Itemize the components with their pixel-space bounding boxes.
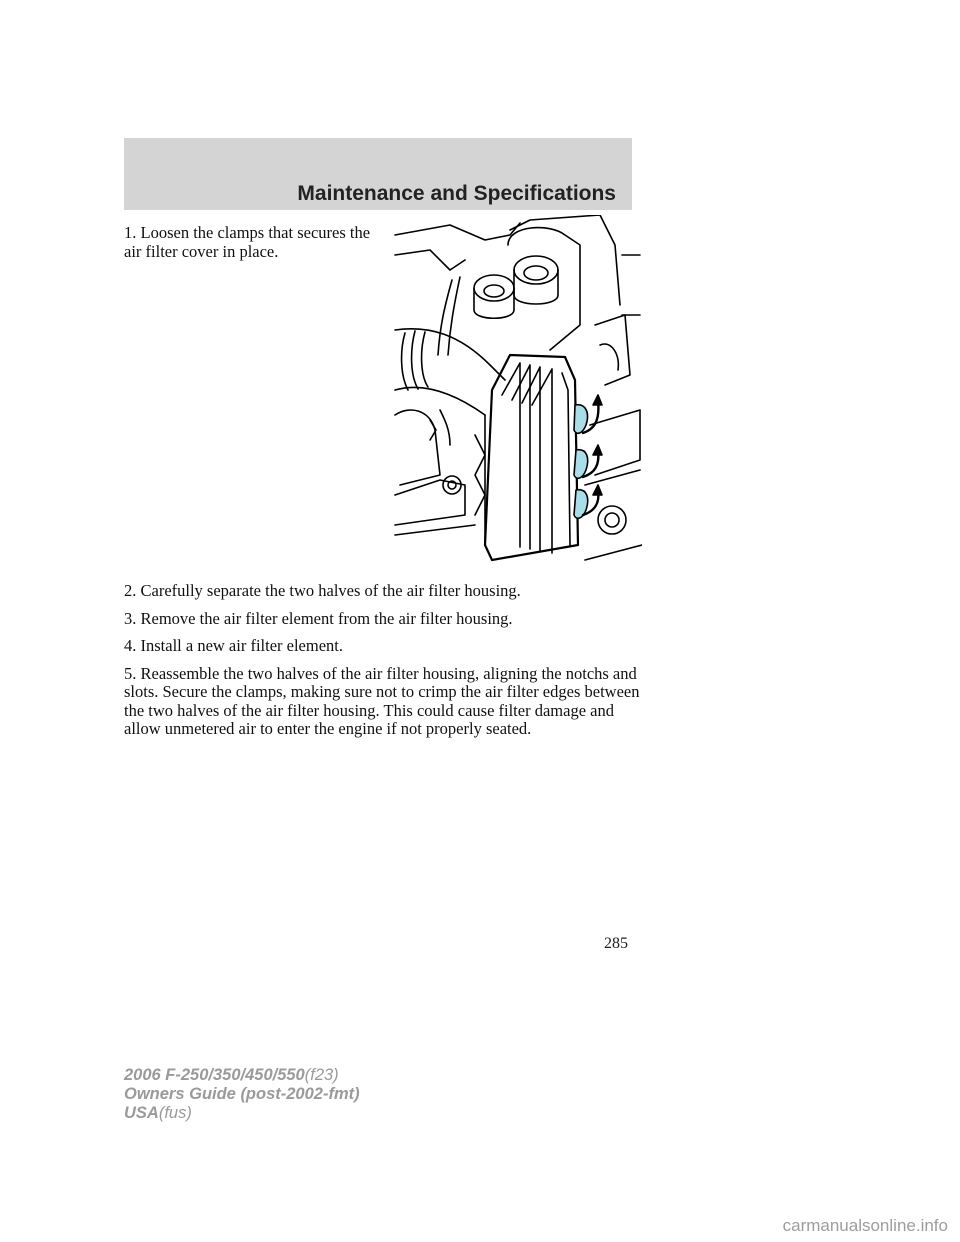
air-filter-housing-illustration bbox=[390, 215, 642, 567]
watermark-link[interactable]: carmanualsonline.info bbox=[782, 1216, 948, 1235]
page-number: 285 bbox=[604, 935, 628, 952]
step-3-text: 3. Remove the air filter element from the air filter housing. bbox=[124, 608, 513, 628]
footer-model-line bbox=[124, 1066, 360, 1085]
footer-guide-line bbox=[124, 1085, 360, 1104]
step-5-text: 5. Reassemble the two halves of the air filter housing, aligning the notchs and slots. Secure the clamps, making sure not to crimp the air filter edges between the two halves of the air filter housing. This could cause filter damage and allow unmetered air to enter the engine if not properly seated. bbox=[124, 663, 640, 738]
footer-region-line bbox=[124, 1104, 360, 1123]
footer-model: 2006 F-250/350/450/550 bbox=[124, 1066, 305, 1084]
footer-guide: Owners Guide (post-2002-fmt) bbox=[124, 1085, 360, 1103]
footer-region-code: (fus) bbox=[158, 1104, 192, 1122]
step-1-text: 1. Loosen the clamps that secures the air filter cover in place. bbox=[124, 223, 371, 261]
instruction-steps bbox=[124, 582, 644, 748]
section-title: Maintenance and Specifications bbox=[297, 182, 616, 205]
footer-model-code: (f23) bbox=[304, 1066, 339, 1084]
step-4-text: 4. Install a new air filter element. bbox=[124, 636, 343, 655]
step-2-text: 2. Carefully separate the two halves of the air filter housing. bbox=[124, 581, 521, 600]
section-header-bar bbox=[124, 138, 632, 210]
footer-region: USA bbox=[124, 1104, 159, 1122]
document-footer bbox=[124, 1066, 360, 1123]
